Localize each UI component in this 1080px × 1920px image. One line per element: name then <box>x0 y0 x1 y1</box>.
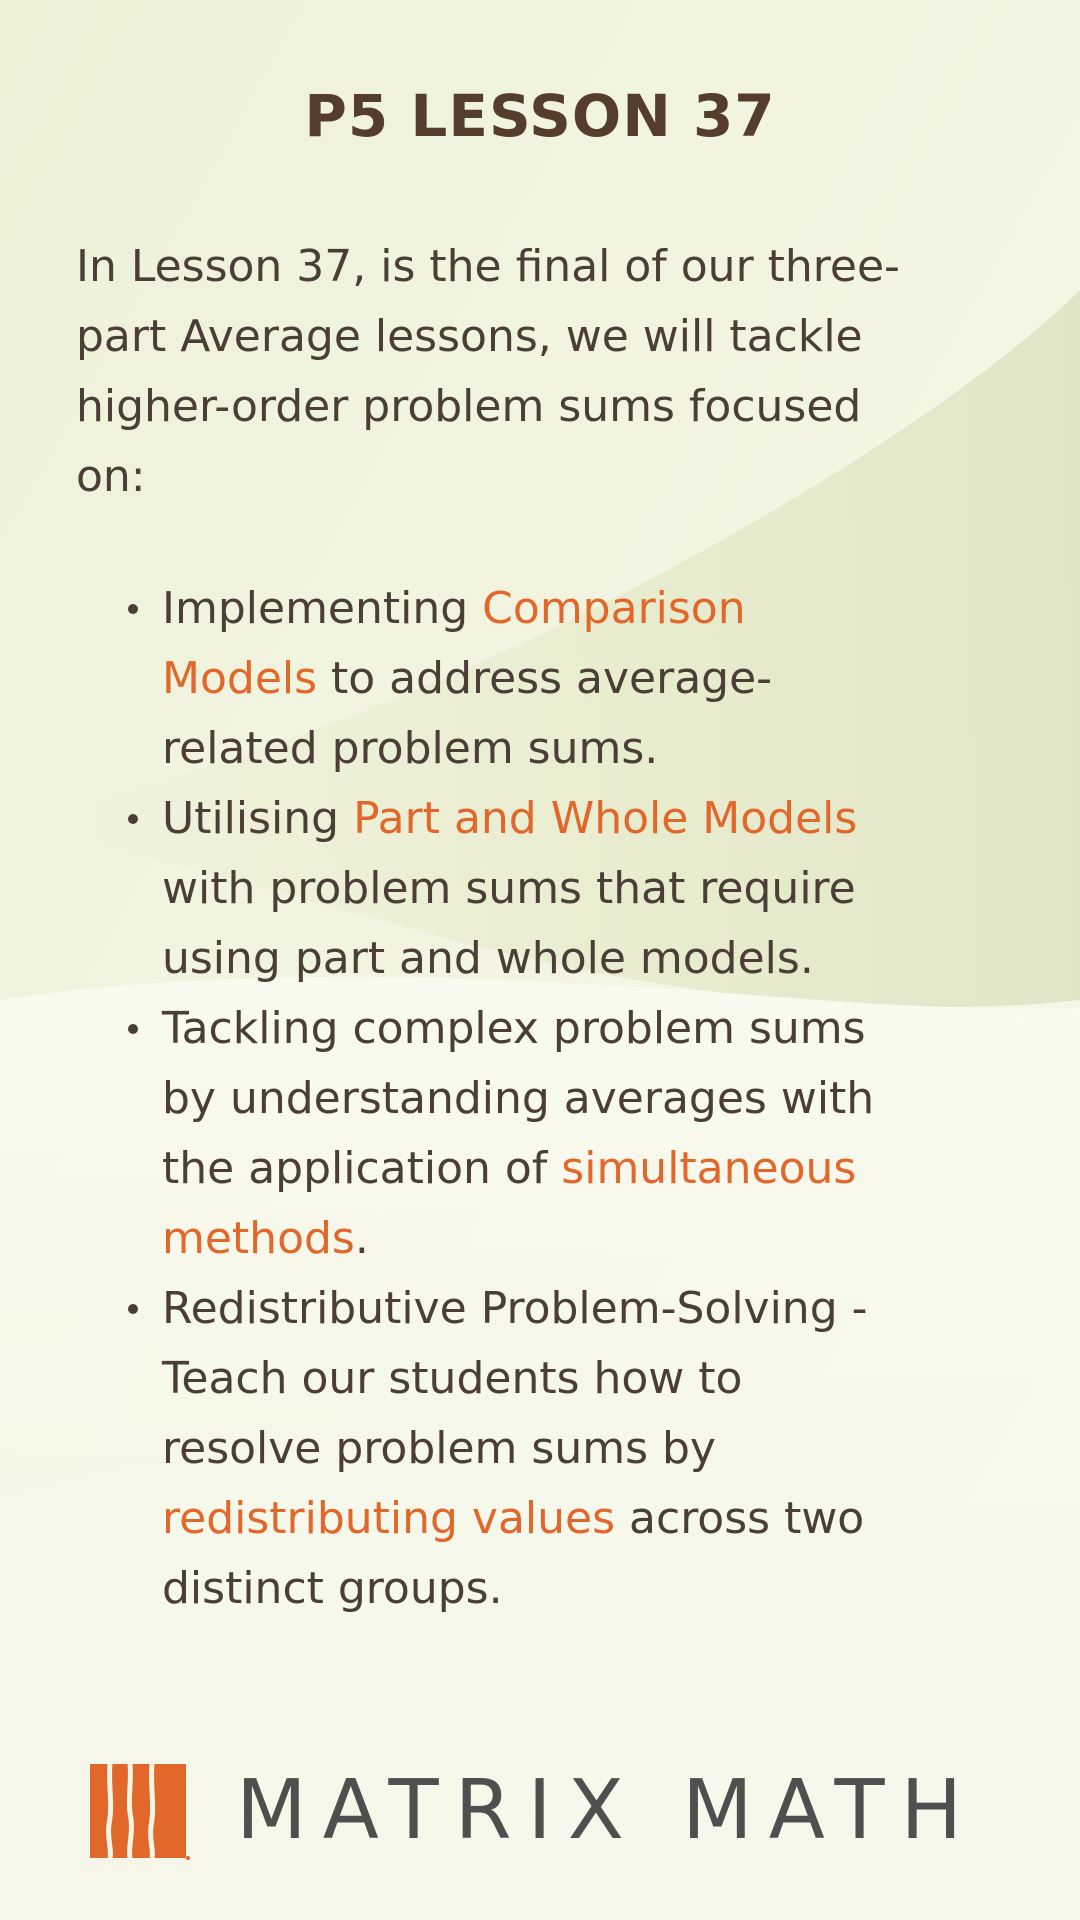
item-text: the application of <box>162 1143 562 1194</box>
brand-logo <box>90 1762 990 1872</box>
bullet-icon <box>128 1024 138 1034</box>
item-text: . <box>354 1213 369 1264</box>
list-item-simultaneous-methods <box>124 994 1024 1274</box>
item-text: Utilising <box>162 793 354 844</box>
page-title: P5 LESSON 37 <box>304 82 776 150</box>
item-text: distinct groups. <box>162 1563 503 1614</box>
list-item-comparison-models <box>124 574 1024 784</box>
item-text: with problem sums that require <box>162 863 856 914</box>
brand-name: MATRIX MATH <box>236 1763 979 1858</box>
item-text: Implementing <box>162 583 483 634</box>
item-text: resolve problem sums by <box>162 1423 716 1474</box>
item-text: Tackling complex problem sums <box>162 1003 866 1054</box>
item-text: Redistributive Problem-Solving - <box>162 1283 868 1334</box>
list-item-redistributive <box>124 1274 1024 1624</box>
highlight-comparison: Comparison <box>482 583 746 634</box>
list-item-part-whole-models <box>124 784 1024 994</box>
highlight-redistributing: redistributing values <box>162 1493 616 1544</box>
intro-line: on: <box>76 451 146 502</box>
topic-list <box>124 574 1024 1624</box>
bullet-icon <box>128 604 138 614</box>
intro-line: In Lesson 37, is the final of our three- <box>76 241 900 292</box>
item-text: to address average- <box>317 653 773 704</box>
item-text: across two <box>615 1493 865 1544</box>
highlight-part-whole: Part and Whole Models <box>353 793 858 844</box>
intro-line: part Average lessons, we will tackle <box>76 311 863 362</box>
highlight-simultaneous: simultaneous <box>561 1143 857 1194</box>
bullet-icon <box>128 814 138 824</box>
item-text: using part and whole models. <box>162 933 814 984</box>
item-text: Teach our students how to <box>162 1353 743 1404</box>
item-text: by understanding averages with <box>162 1073 875 1124</box>
matrix-math-logo-icon <box>90 1764 190 1862</box>
intro-line: higher-order problem sums focused <box>76 381 862 432</box>
highlight-models: Models <box>162 653 318 704</box>
intro-paragraph <box>76 232 1036 512</box>
item-text: related problem sums. <box>162 723 659 774</box>
bullet-icon <box>128 1304 138 1314</box>
highlight-methods: methods <box>162 1213 355 1264</box>
